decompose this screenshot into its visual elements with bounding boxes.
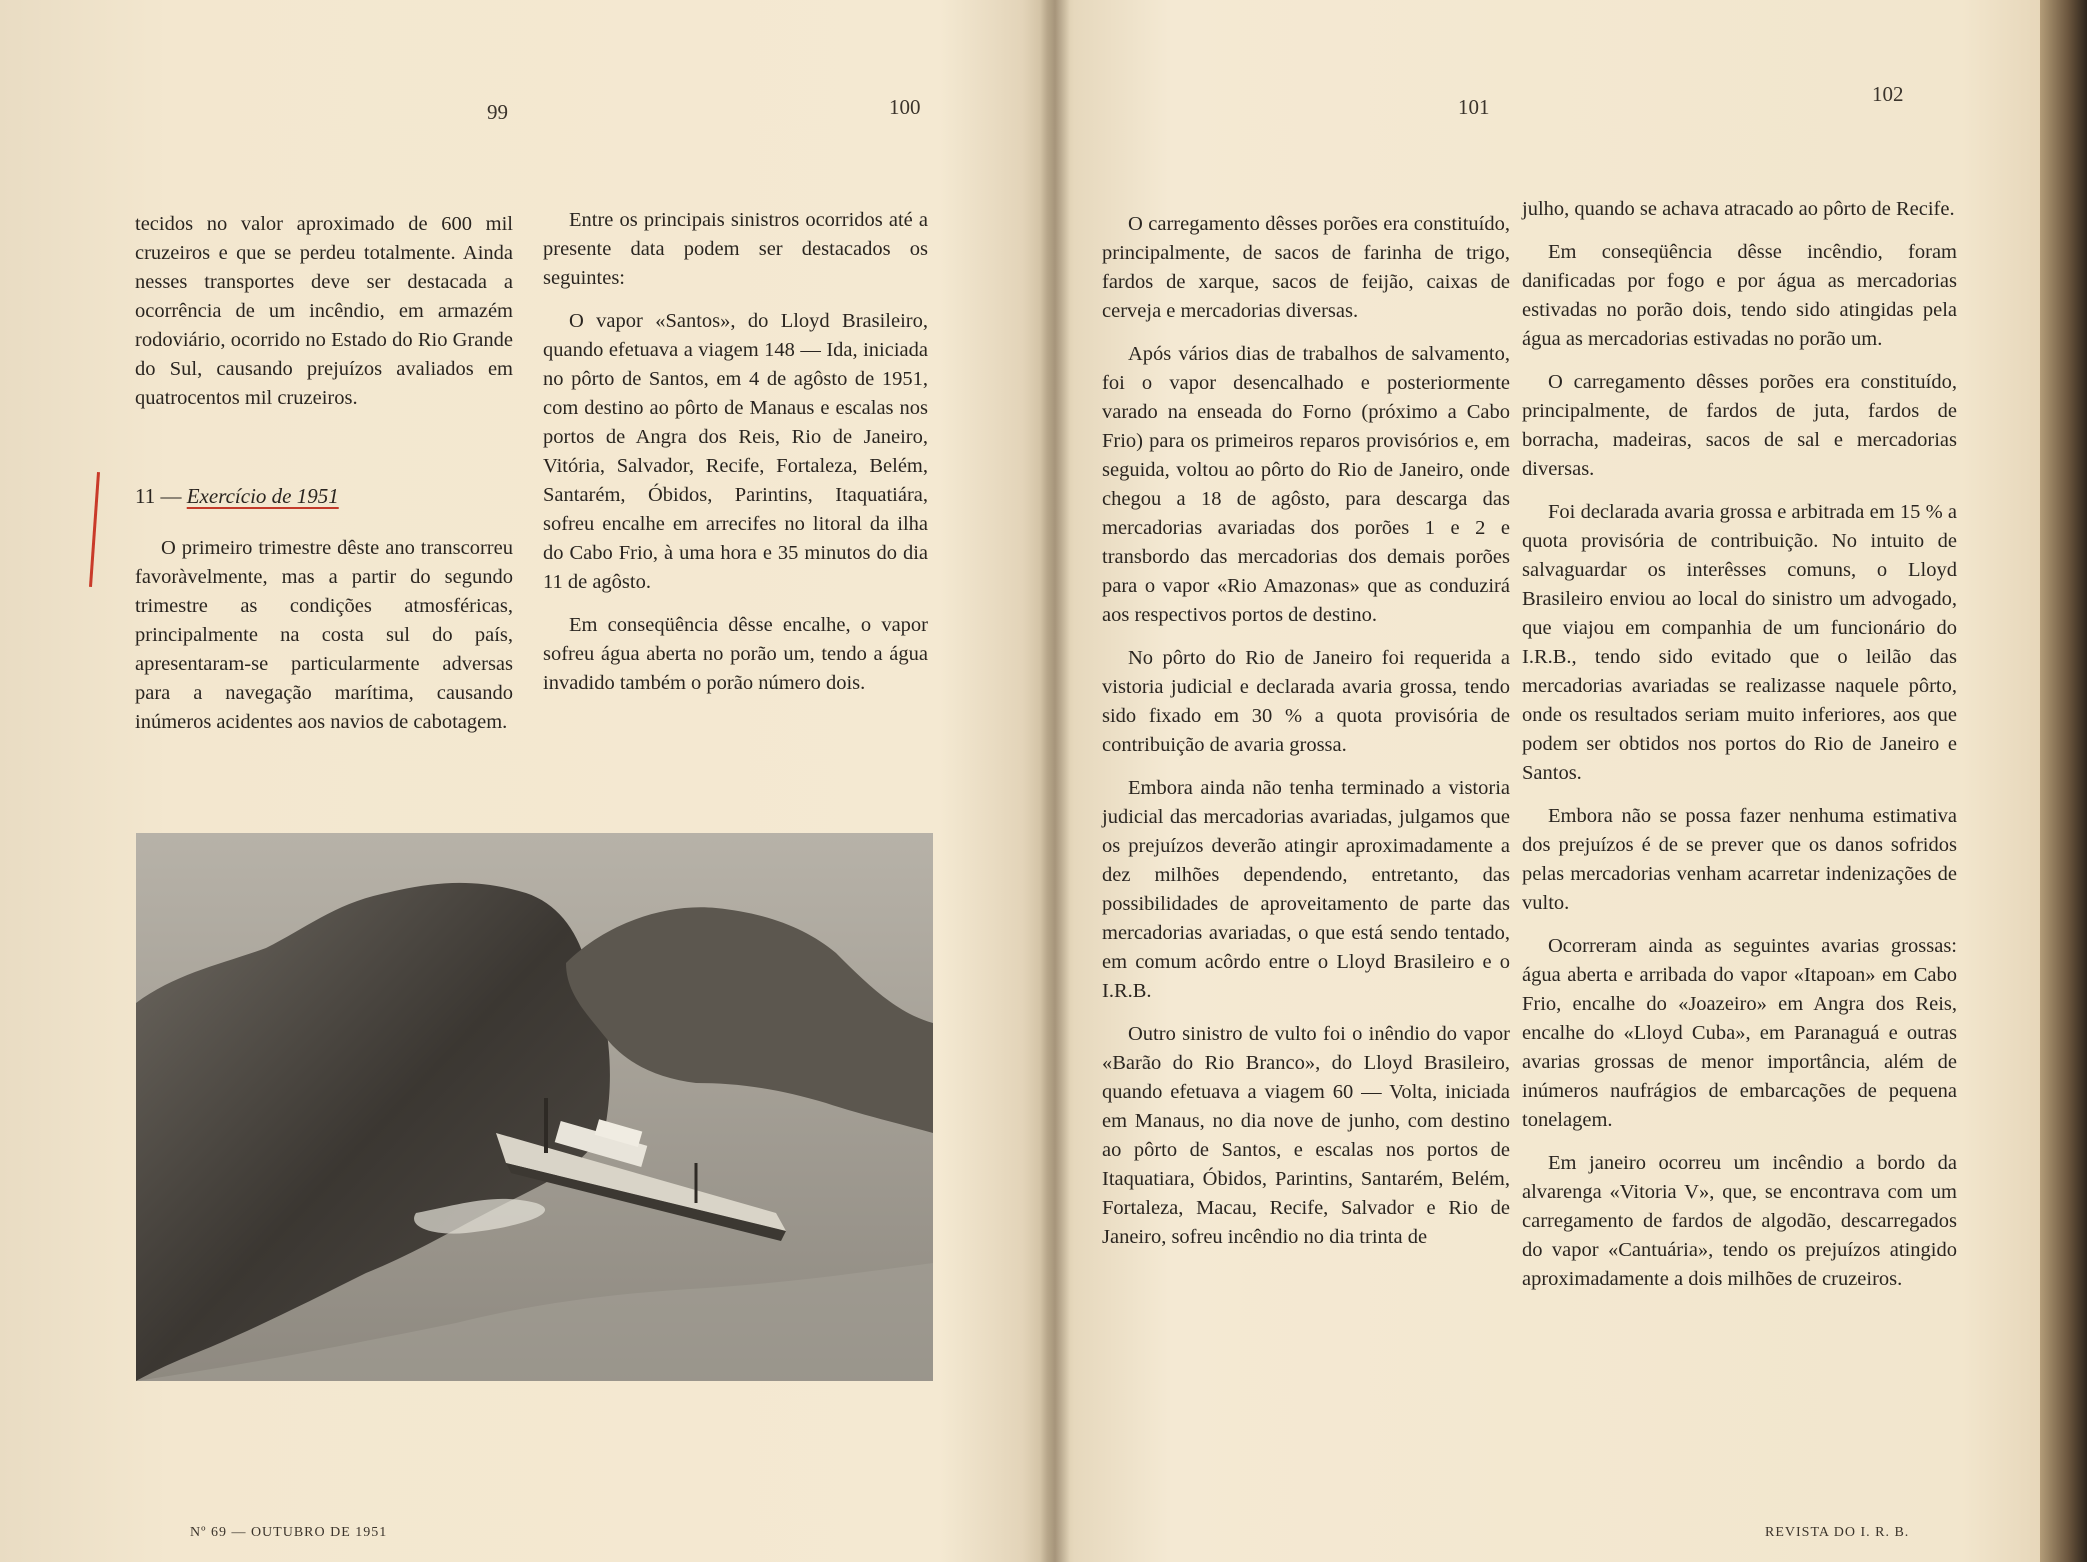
paragraph: O carregamento dêsses porões era constituído, principalmente, de fardos de juta, fardos de borracha, madeiras, sacos de sal e mercadorias diversas. (1522, 371, 1957, 480)
page-number-101: 101 (1458, 95, 1490, 119)
shipwreck-image (136, 833, 933, 1381)
page-number-102: 102 (1872, 82, 1904, 106)
paragraph: No pôrto do Rio de Janeiro foi requerida a vistoria judicial e declarada avaria grossa, tendo sido fixado em 30 % a quota provisória de contribuição de avaria grossa. (1102, 647, 1510, 756)
paragraph: Em janeiro ocorreu um incêndio a bordo da alvarenga «Vitoria V», que, se encontrava com um carregamento de fardos de algodão, descarregados do vapor «Cantuária», tendo os prejuízos atingido aproximadamente a dois milhões de cruzeiros. (1522, 1152, 1957, 1290)
paragraph: Em conseqüência dêsse incêndio, foram danificadas por fogo e por água as mercadorias estivadas no porão dois, tendo sido atingidas pela água as mercadorias estivadas no porão um. (1522, 241, 1957, 350)
page-edge (2040, 0, 2087, 1562)
paragraph: tecidos no valor aproximado de 600 mil cruzeiros e que se perdeu totalmente. Ainda nesses transportes deve ser destacada a ocorrência de um incêndio, em armazém rodoviário, ocorrido no Estado do Rio Grande do Sul, causando prejuízos avaliados em quatrocentos mil cruzeiros. (135, 213, 513, 409)
section-number: 11 — (135, 484, 182, 508)
paragraph: Embora não se possa fazer nenhuma estimativa dos prejuízos é de se prever que os danos sofridos pelas mercadorias venham acarretar indenizações de vulto. (1522, 805, 1957, 914)
red-pen-mark (89, 472, 100, 587)
column-4 (1522, 195, 1957, 1308)
column-2 (543, 206, 928, 712)
book-spine (1040, 0, 1070, 1562)
page-number-99: 99 (487, 100, 508, 124)
footer-issue: Nº 69 — OUTUBRO DE 1951 (190, 1525, 388, 1540)
column-3 (1102, 210, 1510, 1266)
paragraph: Em conseqüência dêsse encalhe, o vapor sofreu água aberta no porão um, tendo a água invadido também o porão número dois. (543, 614, 928, 694)
section-title: Exercício de 1951 (186, 484, 339, 508)
paragraph: Embora ainda não tenha terminado a vistoria judicial das mercadorias avariadas, julgamos que os prejuízos deverão atingir aproximadamente a dez milhões dependendo, entretanto, das possibilidades de aproveitamento de parte das mercadorias avariadas, o que está sendo tentado, em comum acôrdo entre o Lloyd Brasileiro e o I.R.B. (1102, 777, 1510, 1002)
paragraph: julho, quando se achava atracado ao pôrto de Recife. (1522, 198, 1955, 220)
paragraph: Entre os principais sinistros ocorridos até a presente data podem ser destacados os seguintes: (543, 209, 928, 289)
section-heading (135, 484, 339, 509)
shipwreck-photograph (136, 833, 933, 1381)
paragraph: O carregamento dêsses porões era constituído, principalmente, de sacos de farinha de trigo, fardos de xarque, sacos de feijão, caixas de cerveja e mercadorias diversas. (1102, 213, 1510, 322)
paragraph: Outro sinistro de vulto foi o inêndio do vapor «Barão do Rio Branco», do Lloyd Brasileiro, quando efetuava a viagem 60 — Volta, iniciada em Manaus, no dia nove de junho, com destino ao pôrto de Santos, e escalas nos portos de Itaquatiara, Óbidos, Parintins, Santarém, Belém, Fortaleza, Macau, Recife, Salvador e Rio de Janeiro, sofreu incêndio no dia trinta de (1102, 1023, 1510, 1248)
paragraph: Foi declarada avaria grossa e arbitrada em 15 % a quota provisória de contribuição. No intuito de salvaguardar os interêsses comuns, o Lloyd Brasileiro enviou ao local do sinistro um advogado, que viajou em companhia de um funcionário do I.R.B., tendo sido evitado que o leilão das mercadorias avariadas se realizasse naquele pôrto, onde os resultados seriam muito inferiores, aos que podem ser obtidos nos portos do Rio de Janeiro e Santos. (1522, 501, 1957, 784)
paragraph: Ocorreram ainda as seguintes avarias grossas: água aberta e arribada do vapor «Itapoan» em Cabo Frio, encalhe do «Joazeiro» em Angra dos Reis, encalhe do «Lloyd Cuba», em Paranaguá e outras avarias grossas de menor importância, além de inúmeros naufrágios de embarcações de pequena tonelagem. (1522, 935, 1957, 1131)
column-1-bottom (135, 534, 513, 751)
page-number-100: 100 (889, 95, 921, 119)
paragraph: O primeiro trimestre dêste ano transcorreu favoràvelmente, mas a partir do segundo trimestre as condições atmosféricas, principalmente na costa sul do país, apresentaram-se particularmente adversas para a navegação marítima, causando inúmeros acidentes aos navios de cabotagem. (135, 537, 513, 733)
paragraph: O vapor «Santos», do Lloyd Brasileiro, quando efetuava a viagem 148 — Ida, iniciada no pôrto de Santos, em 4 de agôsto de 1951, com destino ao pôrto de Manaus e escalas nos portos de Angra dos Reis, Rio de Janeiro, Vitória, Salvador, Recife, Fortaleza, Belém, Santarém, Óbidos, Parintins, Itaquatiára, sofreu encalhe em arrecifes no litoral da ilha do Cabo Frio, à uma hora e 35 minutos do dia 11 de agôsto. (543, 310, 928, 593)
column-1-top (135, 210, 513, 427)
paragraph: Após vários dias de trabalhos de salvamento, foi o vapor desencalhado e posteriormente varado na enseada do Forno (próximo a Cabo Frio) para os primeiros reparos provisórios e, em seguida, voltou ao pôrto do Rio de Janeiro, onde chegou a 18 de agôsto, para descarga das mercadorias avariadas dos porões 1 e 2 e transbordo das mercadorias dos demais porões para o vapor «Rio Amazonas» que as conduzirá aos respectivos portos de destino. (1102, 343, 1510, 626)
footer-journal: REVISTA DO I. R. B. (1765, 1525, 1910, 1540)
